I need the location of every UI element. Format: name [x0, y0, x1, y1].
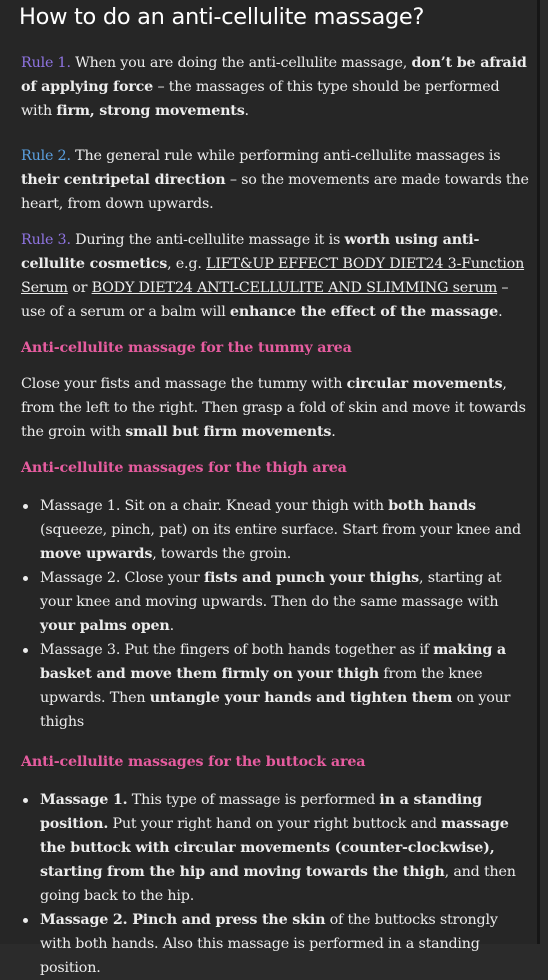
rule-3-paragraph: Rule 3. During the anti-cellulite massage it is worth using anti-cellulite cosmetics, e.g. LIFT&UP EFFECT BODY DIET24 3-Function Serum or BODY DIET24 ANTI-CELLULITE AND SLIMMING serum – use of a serum or a balm will enhance the effect of the massage. — [21, 232, 525, 320]
rule-1-paragraph: Rule 1. When you are doing the anti-cellulite massage, don’t be afraid of applying force – the massages of this type should be performed with firm, strong movements. — [21, 55, 527, 119]
rule-2-paragraph: Rule 2. The general rule while performing anti-cellulite massages is their centripetal direction – so the movements are made towards the heart, from down upwards. — [21, 148, 529, 212]
buttock-list — [21, 788, 529, 980]
list-item: Massage 2. Pinch and press the skin of the buttocks strongly with both hands. Also this massage is performed in a standing position. — [40, 908, 529, 980]
list-item: Massage 3. Put the fingers of both hands together as if making a basket and move them firmly on your thigh from the knee upwards. Then untangle your hands and tighten them on your thighs — [40, 638, 529, 734]
thigh-heading: Anti-cellulite massages for the thigh area — [21, 460, 347, 476]
tummy-paragraph: Close your fists and massage the tummy with circular movements, from the left to the right. Then grasp a fold of skin and move it towards the groin with small but firm movements. — [21, 376, 526, 440]
rule-3-label: Rule 3. — [21, 232, 71, 248]
tummy-heading: Anti-cellulite massage for the tummy area — [21, 340, 352, 356]
page-title: How to do an anti-cellulite massage? — [19, 4, 425, 30]
product-link-slimming-serum[interactable]: BODY DIET24 ANTI-CELLULITE AND SLIMMING serum — [91, 280, 498, 296]
buttock-heading: Anti-cellulite massages for the buttock area — [21, 754, 366, 770]
list-item: Massage 1. Sit on a chair. Knead your thigh with both hands (squeeze, pinch, pat) on its entire surface. Start from your knee and move upwards, towards the groin. — [40, 494, 529, 566]
rule-2-label: Rule 2. — [21, 148, 71, 164]
product-link-serum[interactable]: LIFT&UP EFFECT BODY DIET24 3-Function Serum — [21, 256, 525, 296]
list-item: Massage 1. This type of massage is performed in a standing position. Put your right hand on your right buttock and massage the buttock with circular movements (counter-clockwise), starting from the hip and moving towards the thigh, and then going back to the hip. — [40, 788, 529, 908]
list-item: Massage 2. Close your fists and punch your thighs, starting at your knee and moving upwards. Then do the same massage with your palms open. — [40, 566, 529, 638]
thigh-list — [21, 494, 529, 734]
rule-1-label: Rule 1. — [21, 55, 71, 71]
